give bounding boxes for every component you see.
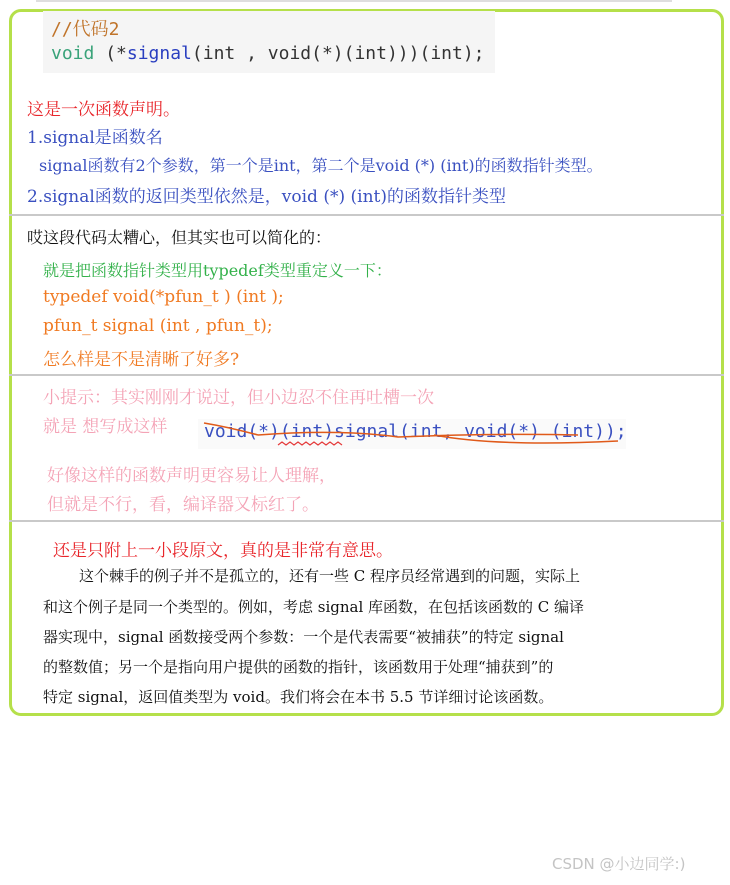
section-4-heading: 还是只附上一小段原文，真的是非常有意思。 — [53, 541, 393, 561]
section-divider — [9, 374, 724, 376]
declaration-line: pfun_t signal (int , pfun_t); — [43, 316, 273, 336]
section-2-heading: 哎这段代码太糟心，但其实也可以简化的： — [27, 228, 332, 247]
code-comment: //代码2 — [51, 19, 120, 40]
error-strike-marks — [198, 419, 626, 449]
book-line: 和这个例子是同一个类型的。例如，考虑 signal 库函数，在包括该函数的 C 编译 — [43, 598, 585, 616]
section-divider — [9, 520, 724, 522]
clarity-question: 怎么样是不是清晰了好多? — [43, 350, 240, 370]
book-line: 这个棘手的例子并不是孤立的，还有一些 C 程序员经常遇到的问题，实际上 — [79, 567, 581, 585]
typedef-tip: 就是把函数指针类型用typedef类型重定义一下： — [43, 261, 392, 280]
top-rule — [36, 0, 672, 2]
book-line: 器实现中，signal 函数接受两个参数：一个是代表需要“被捕获”的特定 signal — [43, 628, 564, 646]
wrong-code: void(*)(int)signal(int, void(*) (int)); — [204, 421, 627, 442]
wrong-code-block — [198, 419, 626, 449]
code-function-name: signal — [126, 43, 192, 64]
declaration-note: 这是一次函数声明。 — [27, 100, 180, 120]
book-line: 的整数值；另一个是指向用户提供的函数的指针，该函数用于处理“捕获到”的 — [43, 658, 554, 676]
point-1: 1.signal是函数名 — [27, 128, 163, 148]
comment-line-2: 但就是不行，看，编译器又标红了。 — [47, 495, 319, 515]
point-1-detail: signal函数有2个参数，第一个是int，第二个是void (*) (int)的函数指针类型。 — [39, 156, 603, 175]
code-declaration — [51, 43, 485, 64]
typedef-line: typedef void(*pfun_t ) (int ); — [43, 287, 284, 307]
desired-form-label: 就是 想写成这样 — [43, 417, 168, 437]
watermark: CSDN @小边同学:) — [552, 855, 686, 873]
code-block — [43, 11, 495, 73]
section-divider — [9, 214, 724, 216]
book-line: 特定 signal，返回值类型为 void。我们将会在本书 5.5 节详细讨论该函数。 — [43, 688, 554, 706]
point-2: 2.signal函数的返回类型依然是，void (*) (int)的函数指针类型 — [27, 187, 506, 207]
code-keyword-void: void — [51, 43, 95, 64]
code-params: (int , void(*)(int)))(int); — [191, 43, 485, 64]
hint-text: 小提示：其实刚刚才说过，但小边忍不住再吐槽一次 — [43, 388, 434, 408]
code-open: (* — [94, 43, 127, 64]
comment-line-1: 好像这样的函数声明更容易让人理解， — [47, 466, 336, 486]
